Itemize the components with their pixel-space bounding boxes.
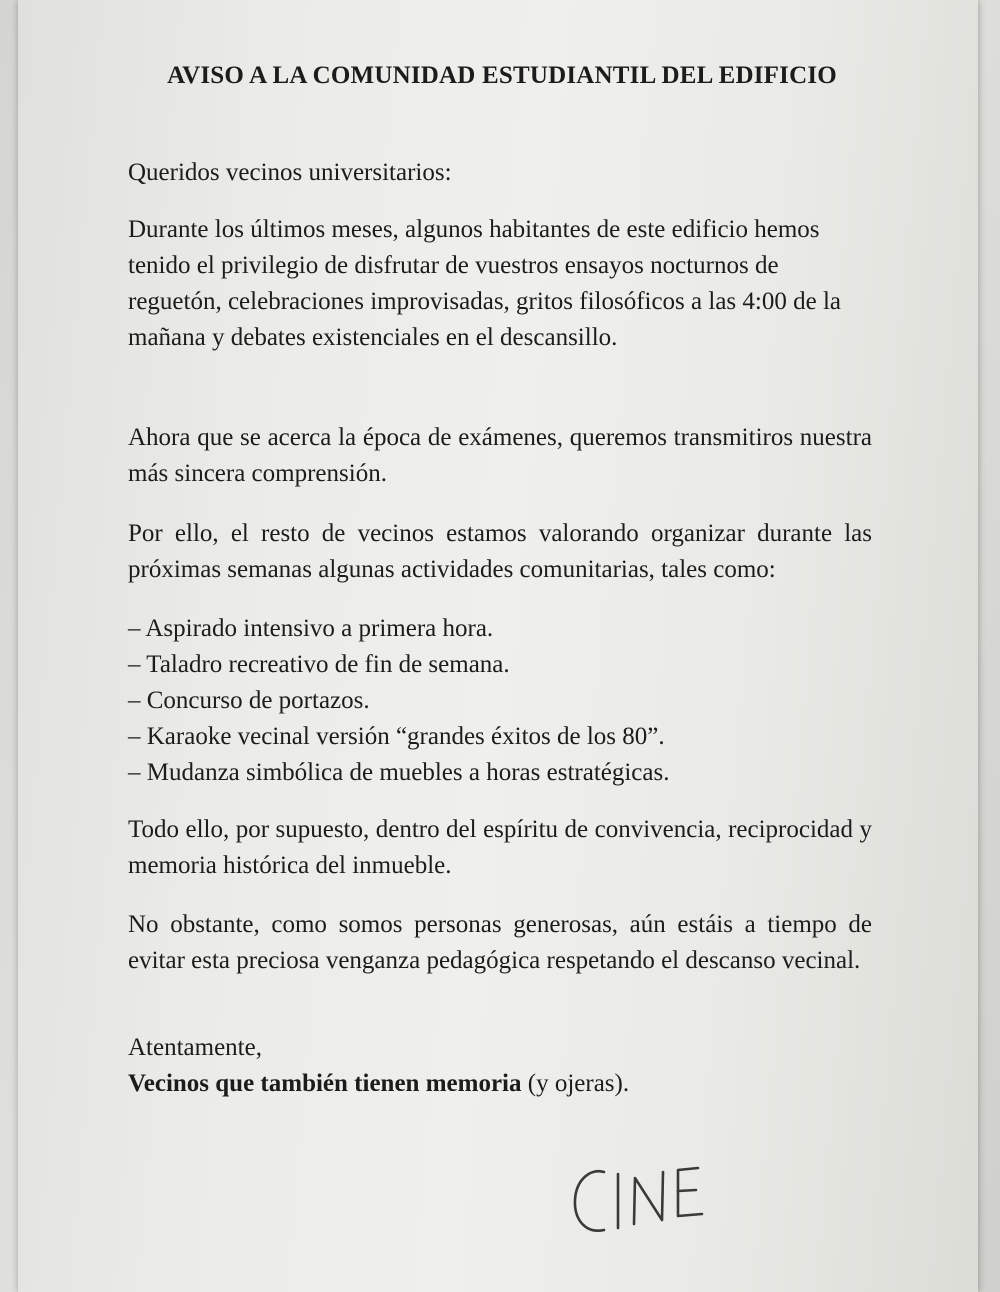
list-item: – Taladro recreativo de fin de semana. — [128, 651, 510, 678]
list-item: – Mudanza simbólica de muebles a horas estratégicas. — [128, 759, 670, 786]
salutation: Queridos vecinos universitarios: — [128, 159, 452, 186]
paper-sheet — [18, 0, 978, 1292]
list-item: – Aspirado intensivo a primera hora. — [128, 615, 494, 642]
handwritten-note-cine-icon — [570, 1158, 720, 1240]
activities-list — [128, 611, 669, 791]
closing: Atentamente, — [128, 1034, 262, 1061]
notice-title: AVISO A LA COMUNIDAD ESTUDIANTIL DEL EDIFICIO — [167, 62, 837, 89]
paragraph-5: No obstante, como somos personas generosas, aún estáis a tiempo de evitar esta preciosa venganza pedagógica respetando el descanso vecinal. — [128, 911, 872, 974]
signature-bold: Vecinos que también tienen memoria — [128, 1070, 522, 1097]
paragraph-2: Ahora que se acerca la época de exámenes, queremos transmitiros nuestra más sincera comprensión. — [128, 424, 872, 487]
list-item: – Karaoke vecinal versión “grandes éxitos de los 80”. — [128, 723, 665, 750]
paragraph-3: Por ello, el resto de vecinos estamos valorando organizar durante las próximas semanas algunas actividades comunitarias, tales como: — [128, 520, 872, 583]
paragraph-1: Durante los últimos meses, algunos habitantes de este edificio hemos tenido el privilegio de disfrutar de vuestros ensayos nocturnos de reguetón, celebraciones improvisadas, gritos filosóficos a las 4:00 de la mañana y debates existenciales en el descansillo. — [128, 216, 841, 351]
paragraph-4: Todo ello, por supuesto, dentro del espíritu de convivencia, reciprocidad y memoria histórica del inmueble. — [128, 816, 872, 879]
signature-line — [128, 1066, 629, 1102]
list-item: – Concurso de portazos. — [128, 687, 370, 714]
signature-rest: (y ojeras). — [521, 1070, 630, 1097]
